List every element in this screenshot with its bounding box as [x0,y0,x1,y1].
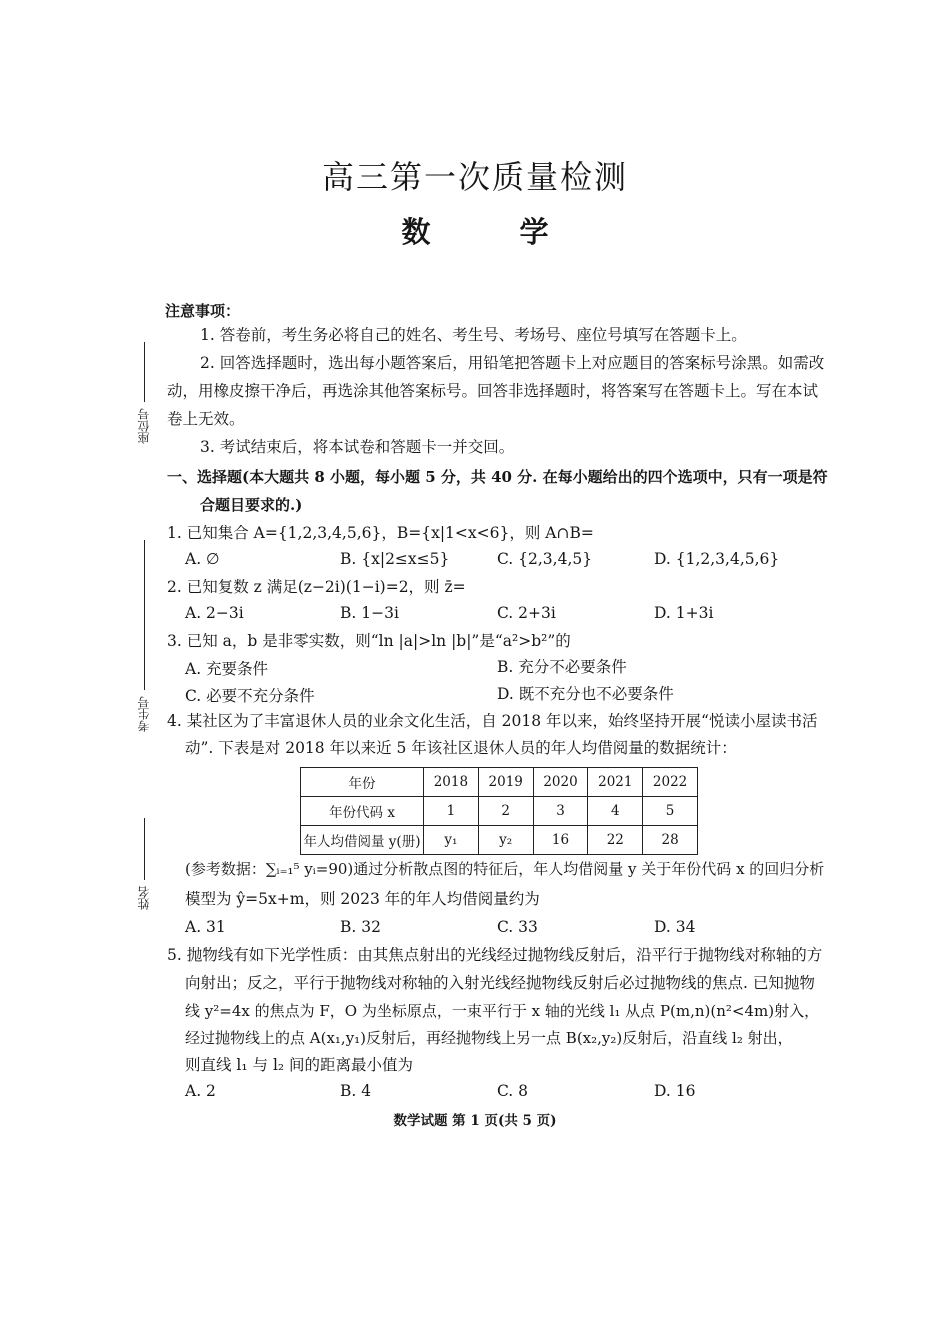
q5-stem-line-5: 则直线 l₁ 与 l₂ 间的距离最小值为 [185,1056,414,1074]
data-table [300,767,698,855]
name-line [144,818,145,880]
q3-option-b: B. 充分不必要条件 [497,658,627,676]
side-label-name: 姓名 [137,886,151,910]
q5-option-a: A. 2 [185,1082,216,1100]
side-label-seat: 座位号 [137,408,151,444]
q1-option-d: D. {1,2,3,4,5,6} [654,550,780,568]
q4-option-d: D. 34 [654,918,696,936]
table-cell: 2 [478,797,533,826]
table-row [301,826,698,855]
q1-option-c: C. {2,3,4,5} [497,550,593,568]
table-row [301,768,698,797]
table-cell: 2022 [643,768,698,797]
table-cell: y₁ [424,826,479,855]
table-cell: 16 [533,826,588,855]
q3-option-d: D. 既不充分也不必要条件 [497,685,674,703]
q2-option-a: A. 2−3i [185,604,244,622]
notes-item-2-line-1: 2. 回答选择题时，选出每小题答案后，用铅笔把答题卡上对应题目的答案标号涂黑。如需改 [200,354,825,372]
q5-stem-line-4: 经过抛物线上的点 A(x₁,y₁)反射后，再经抛物线上另一点 B(x₂,y₂)反射后，沿直线 l₂ 射出， [185,1029,793,1047]
seat-line [144,342,145,402]
q2-option-d: D. 1+3i [654,604,714,622]
q5-option-c: C. 8 [497,1082,529,1100]
table-cell: 2021 [588,768,643,797]
table-cell: 1 [424,797,479,826]
q4-option-c: C. 33 [497,918,538,936]
q2-option-b: B. 1−3i [340,604,399,622]
table-cell: 4 [588,797,643,826]
table-cell: 5 [643,797,698,826]
table-cell: 22 [588,826,643,855]
page-title: 高三第一次质量检测 [321,158,628,196]
notes-item-1: 1. 答卷前，考生务必将自己的姓名、考生号、考场号、座位号填写在答题卡上。 [200,326,747,344]
section-1-header-line-1: 一、选择题(本大题共 8 小题，每小题 5 分，共 40 分. 在每小题给出的四个选项中，只有一项是符 [167,468,828,486]
q3-option-c: C. 必要不充分条件 [185,687,315,705]
exam-no-line [144,540,145,690]
q2-stem: 2. 已知复数 z 满足(z−2i)(1−i)=2，则 z̄= [167,578,466,596]
q4-stem-line-1: 4. 某社区为了丰富退休人员的业余文化生活，自 2018 年以来，始终坚持开展“悦读小屋读书活 [167,712,818,730]
q4-reference-line-1: (参考数据：∑ᵢ₌₁⁵ yᵢ=90)通过分析散点图的特征后，年人均借阅量 y 关于年份代码 x 的回归分析 [185,860,825,878]
q1-stem: 1. 已知集合 A={1,2,3,4,5,6}，B={x|1<x<6}，则 A∩B= [167,524,594,542]
q5-option-b: B. 4 [340,1082,372,1100]
q5-stem-line-3: 线 y²=4x 的焦点为 F，O 为坐标原点，一束平行于 x 轴的光线 l₁ 从点 P(m,n)(n²<4m)射入， [185,1002,820,1020]
q5-stem-line-2: 向射出；反之，平行于抛物线对称轴的入射光线经抛物线反射后必过抛物线的焦点. 已知抛物 [185,974,815,992]
table-cell: 28 [643,826,698,855]
table-cell: 2020 [533,768,588,797]
q4-reference-line-2: 模型为 ŷ=5x+m，则 2023 年的年人均借阅量约为 [185,890,540,908]
q4-stem-line-2: 动”. 下表是对 2018 年以来近 5 年该社区退休人员的年人均借阅量的数据统计： [185,739,737,757]
q4-option-a: A. 31 [185,918,226,936]
table-cell: y₂ [478,826,533,855]
section-1-header-line-2: 合题目要求的.) [200,496,303,514]
subject-title: 数 学 [401,215,579,249]
table-cell: 2018 [424,768,479,797]
q5-stem-line-1: 5. 抛物线有如下光学性质：由其焦点射出的光线经过抛物线反射后，沿平行于抛物线对称轴的方 [167,946,823,964]
side-label-exam-no: 考生号 [137,696,151,732]
notes-item-2-line-3: 卷上无效。 [167,410,245,428]
q5-option-d: D. 16 [654,1082,696,1100]
q1-option-a: A. ∅ [185,550,220,568]
table-header-code: 年份代码 x [301,797,424,826]
table-row [301,797,698,826]
page-footer: 数学试题 第 1 页(共 5 页) [393,1113,557,1129]
table-header-amount: 年人均借阅量 y(册) [301,826,424,855]
notes-item-3: 3. 考试结束后，将本试卷和答题卡一并交回。 [200,438,515,456]
q1-option-b: B. {x|2≤x≤5} [340,550,450,568]
table-cell: 2019 [478,768,533,797]
table-cell: 3 [533,797,588,826]
table-header-year: 年份 [301,768,424,797]
q3-option-a: A. 充要条件 [185,660,269,678]
notes-title: 注意事项： [165,302,241,320]
q4-option-b: B. 32 [340,918,381,936]
q3-stem: 3. 已知 a，b 是非零实数，则“ln |a|>ln |b|”是“a²>b²”的 [167,632,571,650]
notes-item-2-line-2: 动，用橡皮擦干净后，再选涂其他答案标号。回答非选择题时，将答案写在答题卡上。写在本试 [167,382,819,400]
q2-option-c: C. 2+3i [497,604,556,622]
